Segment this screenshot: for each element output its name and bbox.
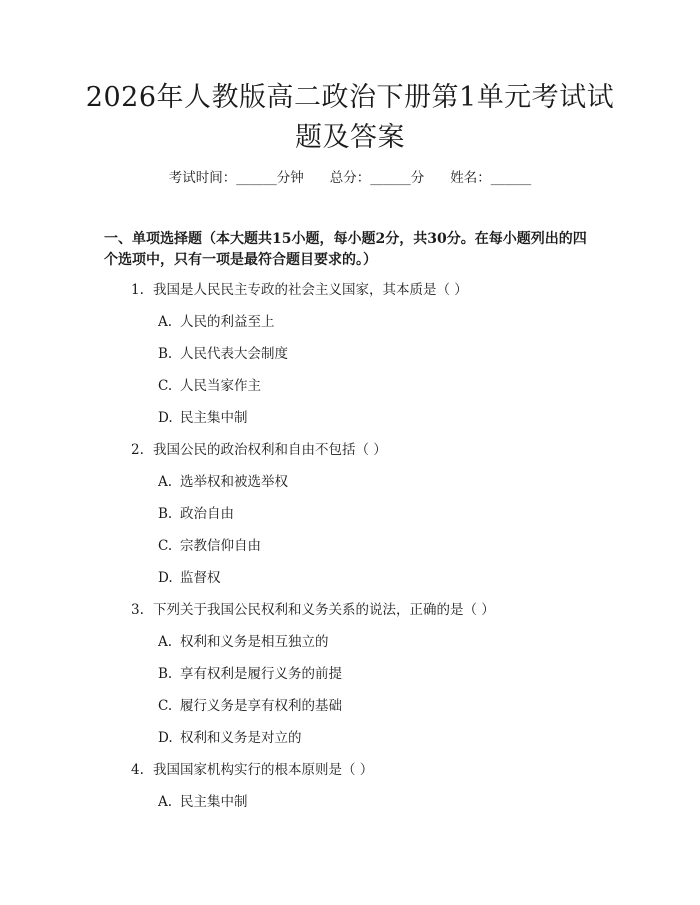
total-score-field: 总分：______分 — [329, 170, 425, 186]
option-text: 履行义务是享有权利的基础 — [180, 698, 342, 714]
option-letter: C. — [158, 698, 173, 714]
title-line-2: 题及答案 — [295, 122, 405, 153]
question-1-option-c — [158, 376, 598, 396]
question-4-option-a — [158, 792, 598, 812]
option-text: 监督权 — [180, 570, 221, 586]
question-4 — [131, 760, 611, 780]
option-text: 人民当家作主 — [180, 378, 261, 394]
option-letter: A. — [158, 314, 173, 330]
question-3-option-a — [158, 632, 598, 652]
question-number: 3. — [131, 602, 144, 618]
option-text: 权利和义务是相互独立的 — [180, 634, 329, 650]
option-text: 享有权利是履行义务的前提 — [180, 666, 342, 682]
question-1-option-d — [158, 408, 598, 428]
question-3-option-c — [158, 696, 598, 716]
option-letter: D. — [158, 410, 173, 426]
option-text: 政治自由 — [180, 506, 234, 522]
question-3-option-d — [158, 728, 598, 748]
exam-info-line — [0, 168, 700, 188]
option-letter: A. — [158, 794, 173, 810]
section-1-heading-line-2: 个选项中，只有一项是最符合题目要求的。） — [104, 252, 377, 268]
option-letter: A. — [158, 474, 173, 490]
question-2-option-d — [158, 568, 598, 588]
option-letter: B. — [158, 346, 173, 362]
option-letter: C. — [158, 378, 173, 394]
document-title — [60, 78, 640, 158]
option-letter: B. — [158, 666, 173, 682]
question-number: 1. — [131, 282, 144, 298]
question-1-option-a — [158, 312, 598, 332]
question-text: 下列关于我国公民权利和义务关系的说法，正确的是（ ） — [153, 602, 495, 618]
question-text: 我国是人民民主专政的社会主义国家，其本质是（ ） — [153, 282, 468, 298]
option-text: 人民的利益至上 — [180, 314, 275, 330]
question-number: 4. — [131, 762, 144, 778]
option-text: 宗教信仰自由 — [180, 538, 261, 554]
option-letter: D. — [158, 730, 173, 746]
question-text: 我国国家机构实行的根本原则是（ ） — [153, 762, 374, 778]
option-letter: A. — [158, 634, 173, 650]
option-text: 选举权和被选举权 — [180, 474, 288, 490]
option-letter: D. — [158, 570, 173, 586]
question-2-option-a — [158, 472, 598, 492]
option-text: 民主集中制 — [180, 410, 248, 426]
question-1-option-b — [158, 344, 598, 364]
option-text: 民主集中制 — [180, 794, 248, 810]
question-2-option-b — [158, 504, 598, 524]
question-3 — [131, 600, 611, 620]
question-1 — [131, 280, 611, 300]
question-3-option-b — [158, 664, 598, 684]
option-text: 权利和义务是对立的 — [180, 730, 302, 746]
exam-time-field: 考试时间：______分钟 — [168, 170, 304, 186]
student-name-field: 姓名：______ — [450, 170, 532, 186]
option-letter: B. — [158, 506, 173, 522]
section-1-heading — [104, 229, 604, 271]
question-2 — [131, 440, 611, 460]
option-letter: C. — [158, 538, 173, 554]
question-2-option-c — [158, 536, 598, 556]
option-text: 人民代表大会制度 — [180, 346, 288, 362]
section-1-heading-line-1: 一、单项选择题（本大题共15小题，每小题2分，共30分。在每小题列出的四 — [104, 231, 587, 247]
question-number: 2. — [131, 442, 144, 458]
question-text: 我国公民的政治权利和自由不包括（ ） — [153, 442, 387, 458]
title-line-1: 2026年人教版高二政治下册第1单元考试试 — [85, 82, 615, 113]
